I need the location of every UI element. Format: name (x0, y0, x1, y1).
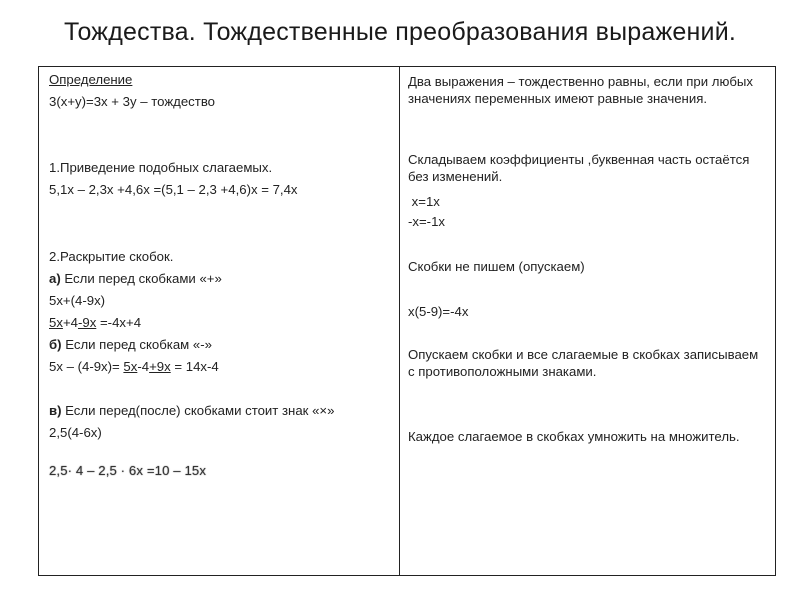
identity-example: 3(x+y)=3x + 3y – тождество (49, 94, 216, 109)
case-a-result (49, 314, 141, 331)
case-b-expr-part2: 5x (123, 359, 138, 374)
case-b-expr-part3: -4 (137, 359, 150, 374)
section1-title: 1.Приведение подобных слагаемых. (49, 160, 273, 175)
case-a-text: Если перед скобками «+» (60, 271, 222, 286)
column-divider (399, 66, 400, 576)
neg-x-equals: -x=-1x (408, 214, 446, 229)
definition-label: Определение (49, 72, 133, 87)
case-a-result-term4: =-4x+4 (96, 315, 142, 330)
case-a-letter: а) (49, 271, 61, 286)
case-b-heading (49, 336, 212, 353)
content-table (38, 66, 776, 576)
case-v-result: 2,5· 4 – 2,5 · 6x =10 – 15x (49, 463, 207, 478)
case-b-letter: б) (49, 337, 62, 352)
x-bracket-example: x(5-9)=-4x (408, 304, 469, 319)
drop-brackets-text: Опускаем скобки и все слагаемые в скобках записываем с противоположными знаками. (408, 347, 759, 379)
case-v-text: Если перед(после) скобками стоит знак «×» (61, 403, 335, 418)
case-b-expr-part5: = 14x-4 (170, 359, 219, 374)
case-v-letter: в) (49, 403, 62, 418)
case-b-expr-part1: 5x – (4-9x)= (49, 359, 124, 374)
page-title: Тождества. Тождественные преобразования выражений. (63, 18, 737, 46)
case-b-expression (49, 358, 219, 375)
section2-title: 2.Раскрытие скобок. (49, 249, 174, 264)
case-a-result-term2: +4 (62, 315, 78, 330)
definition-text: Два выражения – тождественно равны, если при любых значениях переменных имеют равные значения. (408, 74, 753, 106)
x-equals-1x: x=1x (408, 194, 440, 209)
case-v-expression: 2,5(4-6x) (49, 425, 102, 440)
coefficients-text: Складываем коэффициенты ,буквенная часть остаётся без изменений. (408, 152, 750, 184)
section1-example: 5,1x – 2,3x +4,6x =(5,1 – 2,3 +4,6)x = 7,4x (49, 182, 298, 197)
case-a-heading (49, 270, 222, 287)
case-a-result-term3: -9x (77, 315, 97, 330)
case-a-expression: 5x+(4-9x) (49, 293, 106, 308)
multiply-text: Каждое слагаемое в скобках умножить на множитель. (408, 429, 740, 444)
case-b-expr-part4: +9x (149, 359, 171, 374)
case-b-text: Если перед скобкам «-» (61, 337, 212, 352)
case-a-result-term1: 5x (49, 315, 63, 330)
brackets-text: Скобки не пишем (опускаем) (408, 259, 585, 274)
case-v-heading (49, 402, 334, 419)
